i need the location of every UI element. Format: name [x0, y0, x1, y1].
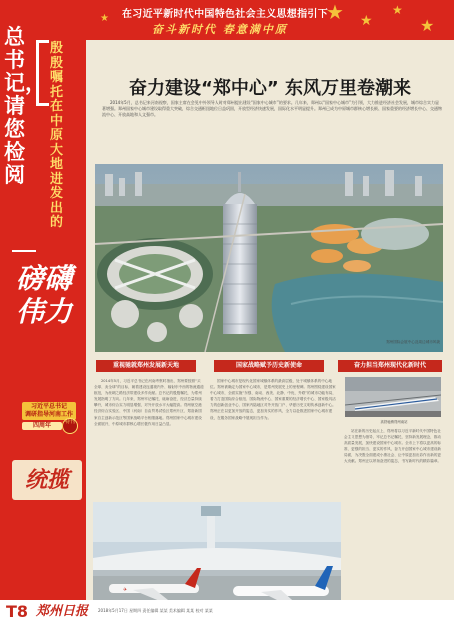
train-caption: 高铁驰骋郑州南站	[380, 420, 408, 424]
column2-text: 国家中心城市是现代化国家城镇体系的最高层级，处于城镇体系的中心地位。郑州被确定为国家中心城市，是郑州发展史上的里程碑。郑州围绕建设国家中心城市，全面实施“东强、南动、西美、北静、中优、外联”的城市功能布局，着力打造国际综合枢纽、国际物流中心、国家重要的经济增长中心、国家极具活力的创新创业中心、国家内陆地区对外开放门户、华夏历史文明传承创新中心。郑州正在以更加开放的姿态，更加务实的作风，全力以赴推进国家中心城市建设，在服务国家战略中展现担当作为。	[210, 379, 336, 420]
footer-meta: 2018年5月17日 星期四 责任编辑 某某 美术编辑 某某 校对 某某	[98, 608, 213, 613]
side-big-title: 磅礴伟力	[15, 262, 72, 328]
special-issue-seal: 特刊	[62, 418, 78, 434]
star-icon: ★	[100, 13, 109, 24]
anniversary-years: 四周年	[22, 422, 62, 430]
tonglan-label: 统揽	[12, 460, 82, 500]
side-subtitle: 殷殷嘱托在中原大地进发出的	[50, 41, 64, 230]
star-icon: ★	[360, 13, 373, 29]
column3-text: 站在新的历史起点上，郑州将以习近平新时代中国特色社会主义思想为指导，牢记总书记嘱托，坚持新发展理念，推动高质量发展，加快建设国家中心城市。全市上下将以更高的标准、更强的担当、更实的作风，奋力开创国家中心城市建设新局面，为决胜全面建成小康社会、让中原更加出彩作出新的更大贡献。郑州正以昂扬奋进的姿态，书写新时代的精彩篇章。	[344, 429, 442, 464]
column1-text: 2014年5月，习近平总书记在河南考察时指出，郑州要按照“买全球、卖全球”的目标，朝着建设连通境内外、辐射东中西的物流通道枢纽，为丝绸之路经济带建设多作贡献。总书记的殷殷嘱托，为郑州发展指明了方向。几年来，郑州牢记嘱托、砥砺奋进，经济总量持续攀升，城市综合实力明显增强，对外开放水平大幅提高。郑州航空港经济综合实验区、中国（河南）自由贸易试验区郑州片区、郑洛新国家自主创新示范区等国家战略平台相继落地。郑州国家中心城市建设全面展开，中原城市群核心增长极作用日益凸显。	[94, 379, 204, 426]
masthead: 郑州日报	[36, 604, 89, 619]
train-photo	[345, 377, 441, 417]
side-divider	[12, 250, 36, 252]
banner-line1: 在习近平新时代中国特色社会主义思想指引下	[122, 9, 328, 20]
side-column	[0, 25, 86, 600]
intro-paragraph: 2014年5月，总书记来河南视察，国家主席在会见中外领导人时对郑州提出建设“国家中心城市”的要求。几年来，郑州以“国家中心城市”为引领，大力推进经济社会发展，城市综合实力显著增强。郑州国家中心城市建设取得重大突破，综合交通枢纽地位日益巩固，开放型经济快速发展，国际化水平明显提升。郑州已成为中原城市群核心增长极、国家重要的经济增长中心、交通物流中心、开放高地和人文强市。	[102, 100, 442, 118]
page-number: T8	[6, 602, 29, 621]
main-content	[86, 40, 454, 600]
section1-header: 重视驰就郑州发展新天地	[96, 360, 196, 372]
footer	[0, 600, 454, 642]
anniversary-badge	[18, 402, 78, 452]
section2-header: 国家战略赋予历史新使命	[214, 360, 324, 372]
anniversary-line1: 习近平总书记	[30, 403, 67, 410]
svg-text:✈: ✈	[123, 587, 128, 593]
photo-caption: 郑州国际会展中心及周边城市风貌	[386, 340, 440, 344]
anniversary-line2: 调研指导河南工作	[24, 411, 73, 418]
headline: 奋力建设“郑中心” 东风万里卷潮来	[129, 78, 411, 99]
star-icon: ★	[420, 16, 435, 35]
top-banner	[0, 0, 454, 40]
star-icon: ★	[392, 3, 403, 17]
side-bracket	[36, 40, 49, 106]
banner-line2: 奋斗新时代 春意满中原	[152, 23, 288, 36]
section3-header: 奋力担当郑州现代化新时代	[338, 360, 442, 372]
city-aerial-photo	[95, 164, 443, 352]
side-title: 总书记，请您检阅	[4, 25, 46, 187]
star-icon: ★	[326, 0, 344, 24]
